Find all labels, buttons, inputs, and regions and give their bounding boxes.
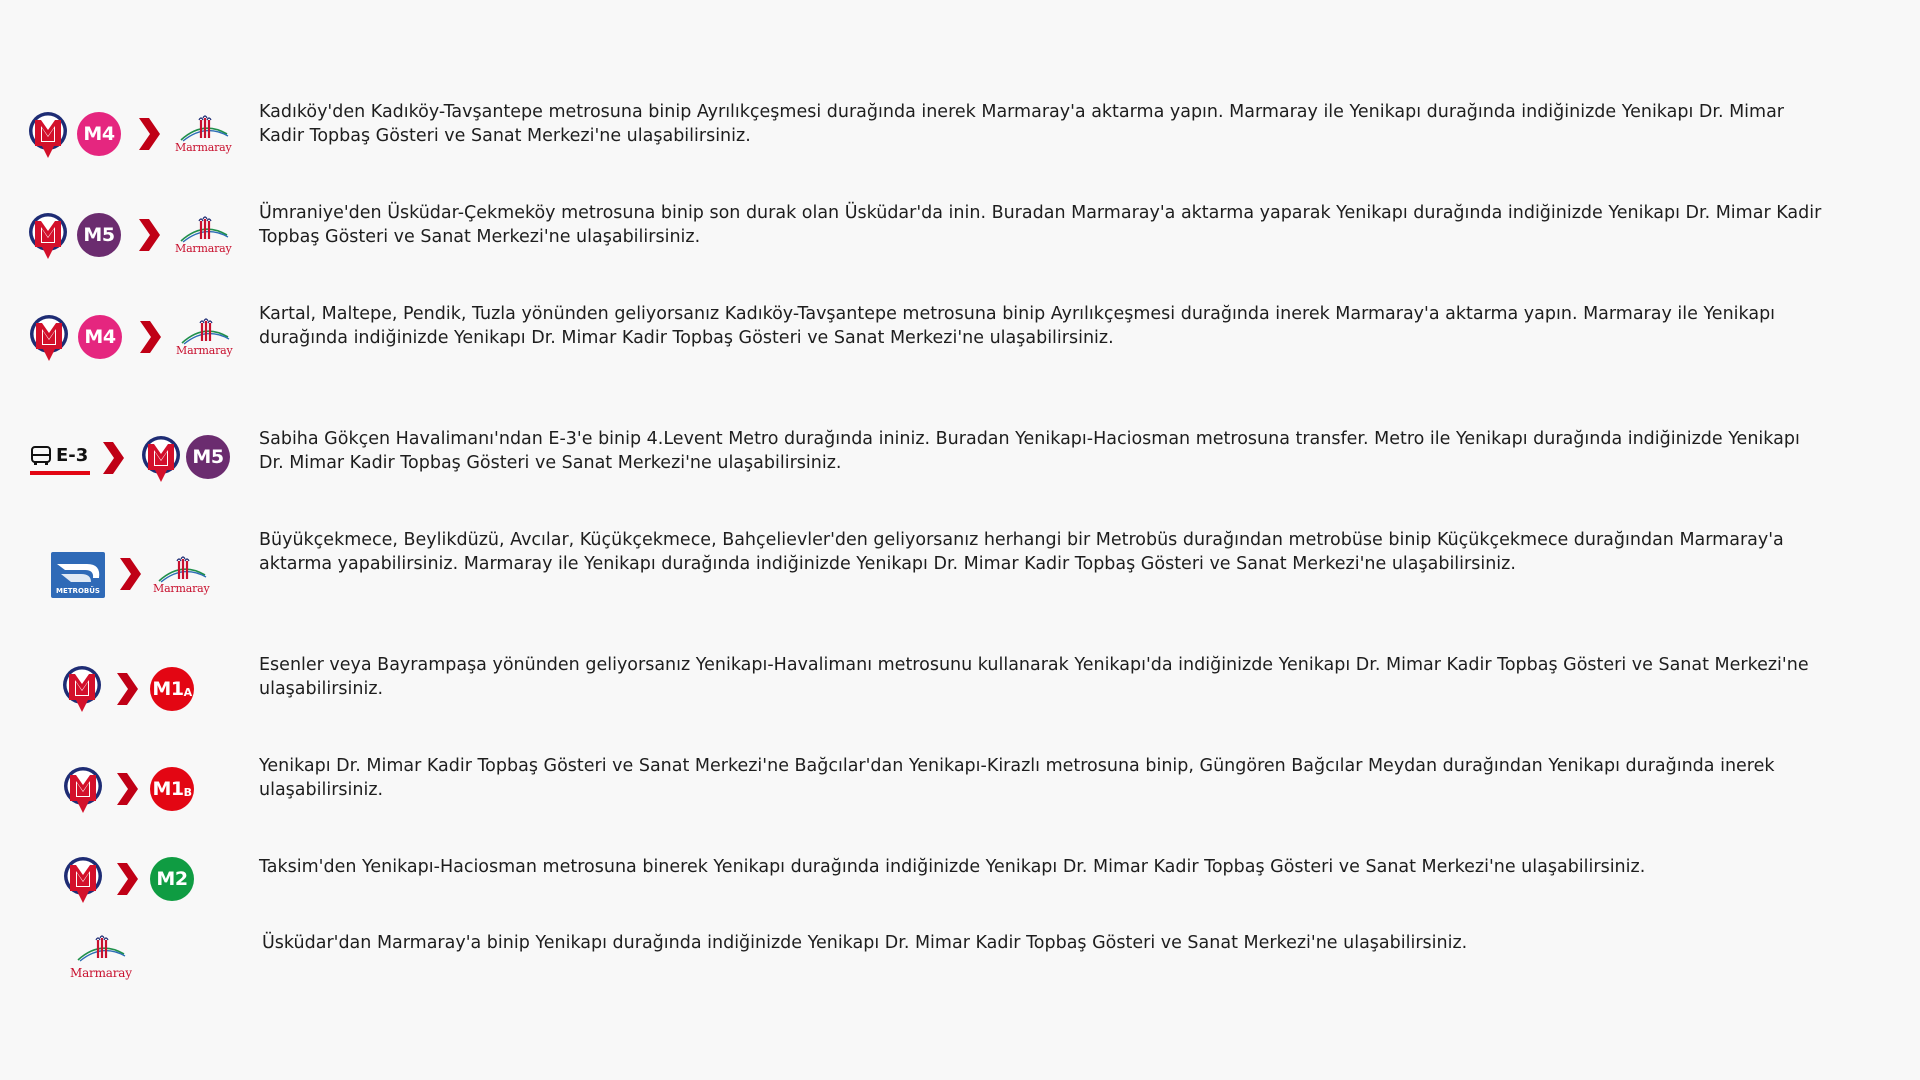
route-icons bbox=[0, 100, 240, 180]
bus-line-badge-e3 bbox=[28, 441, 92, 475]
marmaray-logo bbox=[153, 555, 209, 595]
route-icons bbox=[0, 427, 240, 507]
metro-icon bbox=[28, 313, 70, 363]
chevron-right-icon bbox=[117, 556, 143, 592]
line-badge-m4: M4 bbox=[77, 112, 121, 156]
route-icons bbox=[0, 855, 240, 935]
route-description: Ümraniye'den Üsküdar-Çekmeköy metrosuna binip son durak olan Üsküdar'da inin. Buradan Marmaray'a aktarma yaparak Yenikapı durağında indiğinizde Yenikapı Dr. Mimar Kadir Topbaş Gösteri ve Sanat Merkezi'ne ulaşabilirsiniz. bbox=[259, 203, 1822, 247]
metro-icon bbox=[140, 434, 182, 484]
metro-icon bbox=[62, 765, 104, 815]
line-badge-m5: M5 bbox=[77, 213, 121, 257]
chevron-right-icon bbox=[100, 440, 126, 476]
route-icons bbox=[0, 653, 240, 733]
chevron-right-icon bbox=[136, 116, 162, 152]
chevron-right-icon bbox=[114, 671, 140, 707]
marmaray-mark-icon bbox=[176, 317, 232, 347]
chevron-right-icon bbox=[137, 319, 163, 355]
route-icons bbox=[0, 528, 240, 608]
bus-icon bbox=[30, 445, 52, 467]
line-badge-m1b bbox=[150, 767, 194, 811]
route-description: Kadıköy'den Kadıköy-Tavşantepe metrosuna binip Ayrılıkçeşmesi durağında inerek Marmaray'a aktarma yapın. Marmaray ile Yenikapı durağında indiğinizde Yenikapı Dr. Mimar Kadir Topbaş Gösteri ve Sanat Merkezi'ne ulaşabilirsiniz. bbox=[259, 102, 1785, 146]
line-badge-number: M1 bbox=[152, 678, 184, 700]
marmaray-mark-icon bbox=[175, 114, 231, 144]
route-description: Büyükçekmece, Beylikdüzü, Avcılar, Küçükçekmece, Bahçelievler'den geliyorsanız herhangi bir Metrobüs durağından metrobüse binip Küçükçekmece durağından Marmaray'a aktarma yapabilirsiniz. Marmaray ile Yenikapı durağında indiğinizde Yenikapı Dr. Mimar Kadir Topbaş Gösteri ve Sanat Merkezi'ne ulaşabilirsiniz. bbox=[259, 530, 1784, 574]
line-badge-m2: M2 bbox=[150, 857, 194, 901]
marmaray-logo bbox=[176, 317, 232, 357]
metro-icon bbox=[27, 110, 69, 160]
marmaray-logo bbox=[175, 114, 231, 154]
route-description: Esenler veya Bayrampaşa yönünden geliyorsanız Yenikapı-Havalimanı metrosunu kullanarak Yenikapı'da indiğinizde Yenikapı Dr. Mimar Kadir Topbaş Gösteri ve Sanat Merkezi'ne ulaşabilirsiniz. bbox=[259, 655, 1809, 699]
marmaray-label: Marmaray bbox=[176, 344, 233, 357]
line-badge-m4: M4 bbox=[78, 315, 122, 359]
marmaray-label: Marmaray bbox=[153, 582, 210, 595]
chevron-right-icon bbox=[136, 217, 162, 253]
route-description: Taksim'den Yenikapı-Haciosman metrosuna binerek Yenikapı durağında indiğinizde Yenikapı Dr. Mimar Kadir Topbaş Gösteri ve Sanat Merkezi'ne ulaşabilirsiniz. bbox=[259, 857, 1646, 877]
metro-icon bbox=[61, 664, 103, 714]
chevron-right-icon bbox=[114, 861, 140, 897]
marmaray-label: Marmaray bbox=[175, 242, 232, 255]
bus-line-label: E-3 bbox=[56, 445, 89, 466]
marmaray-label: Marmaray bbox=[70, 966, 132, 980]
marmaray-mark-icon bbox=[153, 555, 209, 585]
route-icons bbox=[0, 302, 240, 382]
line-badge-branch: A bbox=[183, 685, 192, 699]
marmaray-mark-icon bbox=[175, 215, 231, 245]
route-description: Üsküdar'dan Marmaray'a binip Yenikapı durağında indiğinizde Yenikapı Dr. Mimar Kadir Topbaş Gösteri ve Sanat Merkezi'ne ulaşabilirsiniz. bbox=[262, 933, 1468, 953]
line-badge-branch: B bbox=[183, 785, 192, 799]
route-icons bbox=[0, 931, 240, 1011]
bus-line-underline bbox=[30, 471, 90, 475]
marmaray-label: Marmaray bbox=[175, 141, 232, 154]
metrobus-logo bbox=[51, 552, 105, 598]
chevron-right-icon bbox=[114, 771, 140, 807]
line-badge-m1a bbox=[150, 667, 194, 711]
metro-icon bbox=[62, 855, 104, 905]
marmaray-mark-icon bbox=[72, 934, 128, 964]
route-description: Sabiha Gökçen Havalimanı'ndan E-3'e binip 4.Levent Metro durağında ininiz. Buradan Yenikapı-Haciosman metrosuna transfer. Metro ile Yenikapı durağında indiğinizde Yenikapı Dr. Mimar Kadir Topbaş Gösteri ve Sanat Merkezi'ne ulaşabilirsiniz. bbox=[259, 429, 1800, 473]
marmaray-logo bbox=[175, 215, 231, 255]
route-icons bbox=[0, 201, 240, 281]
route-icons bbox=[0, 754, 240, 834]
marmaray-logo bbox=[70, 934, 132, 980]
metrobus-label: METROBÜS bbox=[56, 587, 100, 595]
route-description: Kartal, Maltepe, Pendik, Tuzla yönünden geliyorsanız Kadıköy-Tavşantepe metrosuna binip Ayrılıkçeşmesi durağında inerek Marmaray'a aktarma yapın. Marmaray ile Yenikapı durağında indiğinizde Yenikapı Dr. Mimar Kadir Topbaş Gösteri ve Sanat Merkezi'ne ulaşabilirsiniz. bbox=[259, 304, 1776, 348]
line-badge-m5: M5 bbox=[186, 435, 230, 479]
metro-icon bbox=[27, 211, 69, 261]
line-badge-number: M1 bbox=[152, 778, 184, 800]
route-description: Yenikapı Dr. Mimar Kadir Topbaş Gösteri ve Sanat Merkezi'ne Bağcılar'dan Yenikapı-Kirazlı metrosuna binip, Güngören Bağcılar Meydan durağından Yenikapı durağında inerek ulaşabilirsiniz. bbox=[259, 756, 1775, 800]
